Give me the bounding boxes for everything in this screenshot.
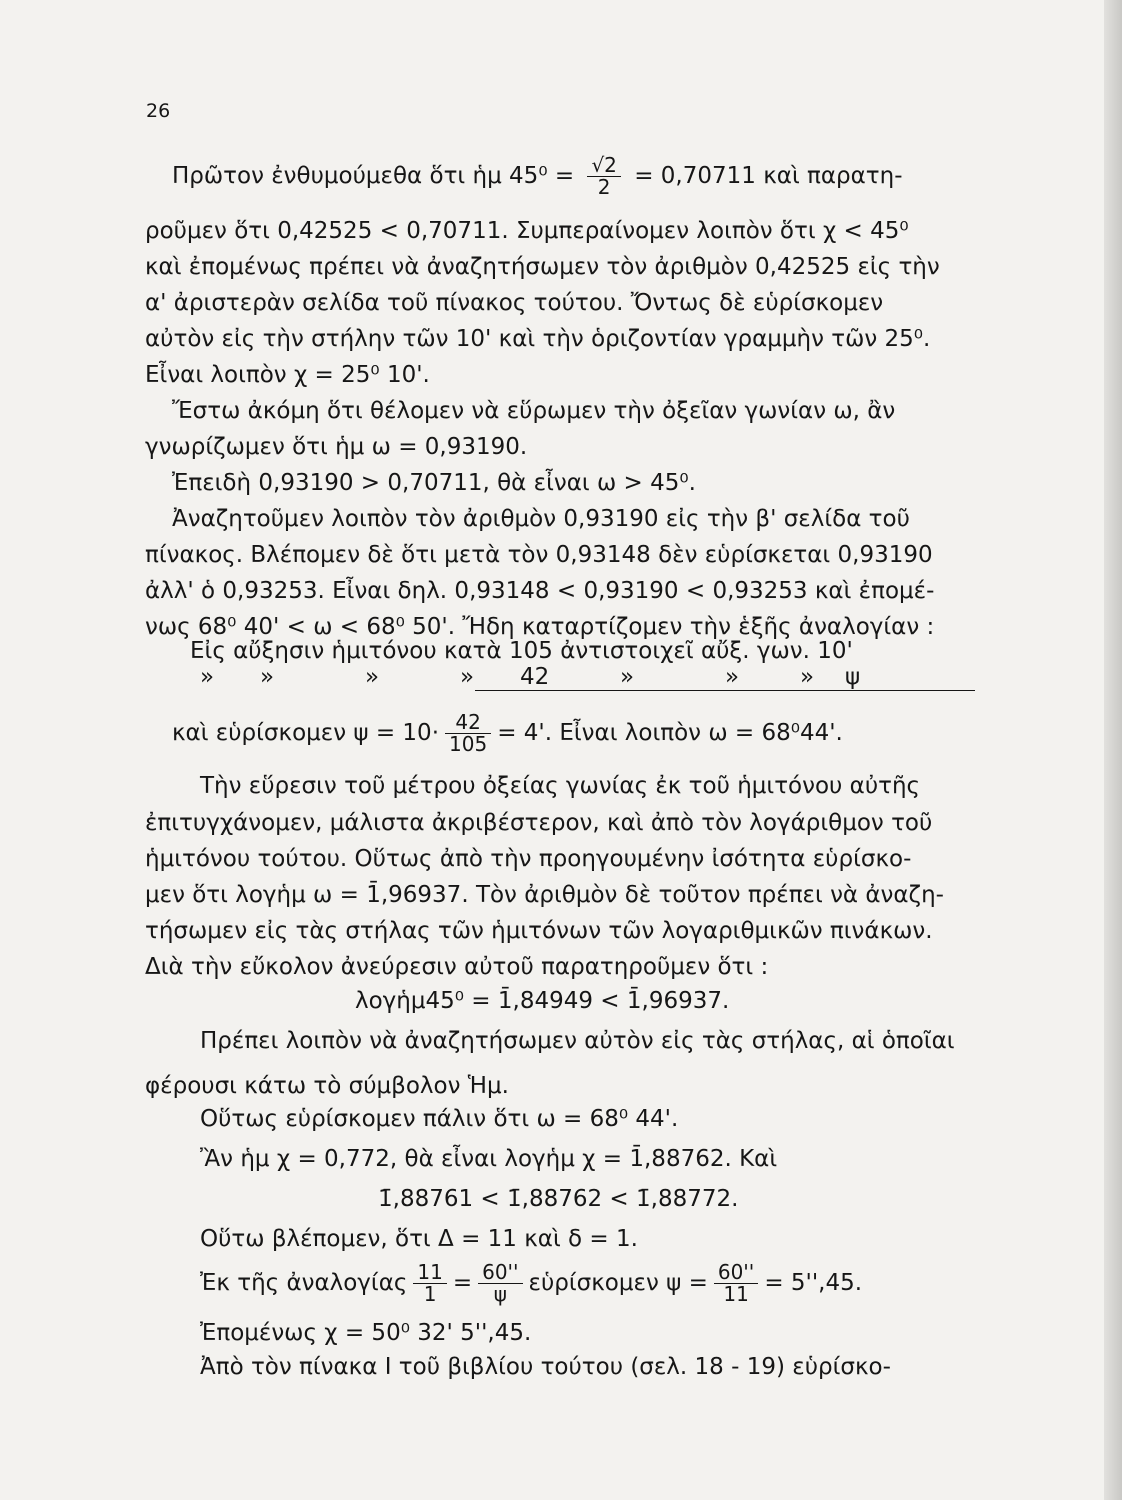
text-line-26: Οὕτω βλέπομεν, ὅτι Δ = 11 καὶ δ = 1. [200, 1226, 638, 1252]
text-line-24: Ἂν ἡμ χ = 0,772, θὰ εἶναι λογἡμ χ = 1̄,88762. Καὶ [200, 1146, 778, 1172]
text-line-17: μεν ὅτι λογἡμ ω = 1̄,96937. Τὸν ἀριθμὸν δὲ τοῦτον πρέπει νὰ ἀναζη- [145, 882, 944, 908]
text-line-3: α' ἀριστερὰν σελίδα τοῦ πίνακος τούτου. Ὄντως δὲ εὑρίσκομεν [145, 290, 884, 316]
ditto-mark: » [800, 664, 815, 690]
text-line-20: λογἡμ45⁰ = 1̄,84949 < 1̄,96937. [355, 988, 730, 1014]
text-line-12: νως 68⁰ 40' < ω < 68⁰ 50'. Ἤδη καταρτίζομεν τὴν ἑξῆς ἀναλογίαν : [145, 614, 935, 640]
fraction-numerator: 60'' [714, 1262, 758, 1284]
proportion-value: 42 [520, 664, 550, 690]
ditto-mark: » [365, 664, 380, 690]
text-line-28: Ἀπὸ τὸν πίνακα Ι τοῦ βιβλίου τούτου (σελ. 18 - 19) εὑρίσκο- [200, 1354, 891, 1380]
fraction-denominator: ψ [493, 1282, 507, 1306]
proportion-row [200, 666, 975, 690]
ditto-mark: » [620, 664, 635, 690]
42-over-105-fraction [445, 712, 491, 755]
text-line-6: Ἔστω ἀκόμη ὅτι θέλομεν νὰ εὕρωμεν τὴν ὀξεῖαν γωνίαν ω, ἂν [172, 398, 896, 424]
fraction-numerator: 11 [413, 1262, 446, 1284]
text-line-8: Ἐπειδὴ 0,93190 > 0,70711, θὰ εἶναι ω > 45⁰. [172, 470, 696, 496]
ratio-pre: Ἐκ τῆς ἀναλογίας [200, 1270, 408, 1296]
fraction-numerator: √2 [587, 155, 620, 177]
fraction-denominator: 11 [723, 1282, 749, 1306]
text-line-11: ἀλλ' ὁ 0,93253. Εἶναι δηλ. 0,93148 < 0,93190 < 0,93253 καὶ ἐπομέ- [145, 578, 935, 604]
text-line-14: Τὴν εὕρεσιν τοῦ μέτρου ὀξείας γωνίας ἐκ τοῦ ἡμιτόνου αὐτῆς [200, 773, 921, 799]
text-line-19: Διὰ τὴν εὔκολον ἀνεύρεσιν αὐτοῦ παρατηροῦμεν ὅτι : [145, 954, 769, 980]
ditto-mark: » [200, 664, 215, 690]
ratio-line [200, 1262, 862, 1305]
ditto-mark: » [460, 664, 475, 690]
result-post: = 4'. Εἶναι λοιπὸν ω = 68⁰44'. [497, 720, 843, 746]
ratio-post: = 5'',45. [764, 1270, 863, 1296]
ratio-mid: εὑρίσκομεν ψ = [528, 1270, 708, 1296]
line-0-post: = 0,70711 καὶ παρατη- [626, 163, 903, 189]
ditto-mark: » [725, 664, 740, 690]
text-line-7: γνωρίζωμεν ὅτι ἡμ ω = 0,93190. [145, 434, 528, 460]
result-line [172, 712, 843, 755]
proportion-variable: ψ [845, 664, 861, 690]
text-line-22: φέρουσι κάτω τὸ σύμβολον Ἡμ. [145, 1073, 509, 1099]
line-0-pre: Πρῶτον ἐνθυμούμεθα ὅτι ἡμ 45⁰ = [172, 163, 582, 189]
text-line-1: ροῦμεν ὅτι 0,42525 < 0,70711. Συμπεραίνομεν λοιπὸν ὅτι χ < 45⁰ [145, 218, 909, 244]
text-line-23: Οὕτως εὑρίσκομεν πάλιν ὅτι ω = 68⁰ 44'. [200, 1106, 679, 1132]
fraction-denominator: 2 [597, 175, 611, 199]
sqrt2-over-2-fraction [587, 155, 620, 198]
ratio-equals: = [452, 1270, 473, 1296]
text-line-16: ἡμιτόνου τούτου. Οὕτως ἀπὸ τὴν προηγουμένην ἰσότητα εὑρίσκο- [145, 846, 912, 872]
fraction-numerator: 60'' [478, 1262, 522, 1284]
proportion-underline [475, 690, 975, 691]
text-line-15: ἐπιτυγχάνομεν, μάλιστα ἀκριβέστερον, καὶ ἀπὸ τὸν λογάριθμον τοῦ [145, 810, 933, 836]
text-line-4: αὐτὸν εἰς τὴν στήλην τῶν 10' καὶ τὴν ὁριζοντίαν γραμμὴν τῶν 25⁰. [145, 326, 931, 352]
page-number: 26 [146, 100, 171, 122]
text-line-25: 1̄,88761 < 1̄,88762 < 1̄,88772. [378, 1186, 739, 1212]
fraction-denominator: 105 [449, 732, 488, 756]
text-line-2: καὶ ἐπομένως πρέπει νὰ ἀναζητήσωμεν τὸν ἀριθμὸν 0,42525 εἰς τὴν [145, 254, 940, 280]
text-line-0 [172, 155, 903, 198]
fraction-numerator: 42 [445, 712, 491, 734]
60-over-11-fraction [714, 1262, 758, 1305]
text-line-5: Εἶναι λοιπὸν χ = 25⁰ 10'. [145, 362, 430, 388]
text-line-27: Ἐπομένως χ = 50⁰ 32' 5'',45. [200, 1320, 532, 1346]
text-line-9: Ἀναζητοῦμεν λοιπὸν τὸν ἀριθμὸν 0,93190 εἰς τὴν β' σελίδα τοῦ [172, 506, 910, 532]
fraction-denominator: 1 [423, 1282, 437, 1306]
result-pre: καὶ εὑρίσκομεν ψ = 10· [172, 720, 440, 746]
60-over-psi-fraction [478, 1262, 522, 1305]
text-line-21: Πρέπει λοιπὸν νὰ ἀναζητήσωμεν αὐτὸν εἰς τὰς στήλας, αἱ ὁποῖαι [200, 1028, 955, 1054]
page-edge-shadow [1104, 0, 1122, 1500]
text-line-13: Εἰς αὔξησιν ἡμιτόνου κατὰ 105 ἀντιστοιχεῖ αὔξ. γων. 10' [190, 638, 853, 664]
text-line-10: πίνακος. Βλέπομεν δὲ ὅτι μετὰ τὸν 0,93148 δὲν εὑρίσκεται 0,93190 [145, 542, 933, 568]
text-line-18: τήσωμεν εἰς τὰς στήλας τῶν ἡμιτόνων τῶν λογαριθμικῶν πινάκων. [145, 918, 933, 944]
11-over-1-fraction [413, 1262, 446, 1305]
ditto-mark: » [260, 664, 275, 690]
